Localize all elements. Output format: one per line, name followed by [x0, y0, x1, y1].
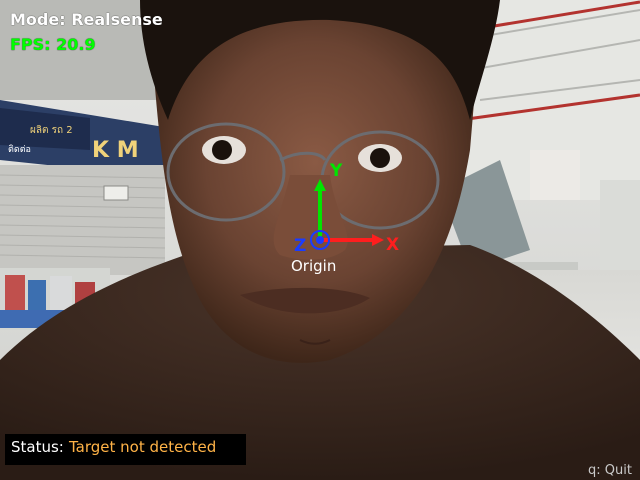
- right-column: [600, 180, 640, 280]
- shelf-box: [5, 275, 25, 310]
- store-sign-text-1: ผลิต รถ 2: [30, 125, 73, 136]
- shutter: [0, 165, 165, 275]
- z-axis-dot: [316, 236, 324, 244]
- status-panel: [5, 434, 246, 465]
- mode-indicator: Mode: Realsense: [10, 10, 163, 29]
- quit-hint: q: Quit: [588, 463, 632, 478]
- shelf-box: [50, 276, 72, 310]
- shelf-box: [28, 280, 46, 310]
- y-axis-label: Y: [330, 161, 343, 181]
- store-sign-big: K M: [92, 138, 139, 163]
- status-value: Target not detected: [69, 438, 217, 456]
- right-pupil: [370, 148, 390, 168]
- left-pupil: [212, 140, 232, 160]
- right-storefront: [530, 150, 580, 200]
- store-sign-text-2: ติดต่อ: [8, 145, 31, 155]
- x-axis-label: X: [386, 235, 400, 255]
- fps-counter: FPS: 20.9: [10, 35, 96, 54]
- z-axis-label: Z: [294, 236, 307, 256]
- origin-label: Origin: [291, 257, 337, 275]
- status-label: Status:: [11, 438, 64, 456]
- notice-sticker: [104, 186, 128, 200]
